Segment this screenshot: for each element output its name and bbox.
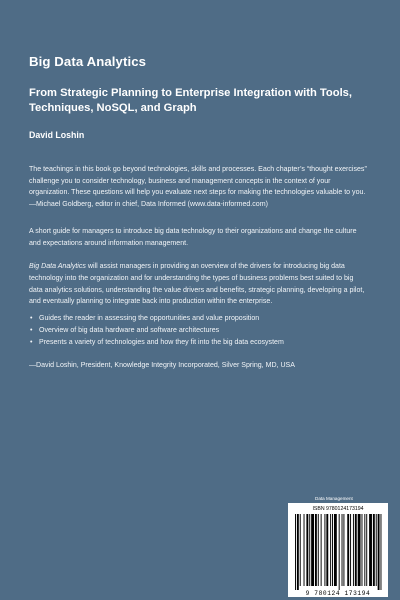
feature-list-item [29, 325, 368, 337]
feature-list-item [29, 337, 368, 349]
summary-paragraph: A short guide for managers to introduce big data technology to their organizations and change the culture and expectations around information management. [29, 227, 357, 247]
feature-text: Presents a variety of technologies and how they fit into the big data ecosystem [39, 339, 284, 347]
endorsement-quote [29, 164, 368, 211]
feature-list-item [29, 313, 368, 325]
category-label: Data Management [315, 496, 353, 501]
barcode-block [288, 496, 388, 597]
bullet-dot-icon: • [30, 339, 33, 347]
barcode-bar [362, 514, 363, 586]
author-credit: —David Loshin, President, Knowledge Integrity Incorporated, Silver Spring, MD, USA [29, 361, 295, 369]
barcode-bar [366, 514, 367, 586]
description-book-title: Big Data Analytics [29, 263, 86, 271]
barcode-bar [381, 514, 382, 590]
barcode-bar [350, 514, 351, 586]
barcode-panel [288, 503, 388, 597]
barcode-bar [300, 514, 301, 586]
barcode-bar [347, 514, 349, 586]
barcode-bar [304, 514, 305, 586]
barcode-bar [334, 514, 337, 586]
barcode-bar [295, 514, 296, 590]
barcode-bar [358, 514, 361, 586]
barcode-bar [332, 514, 333, 586]
barcode-bar [342, 514, 343, 586]
barcode-bar [309, 514, 310, 586]
barcode-bar [311, 514, 314, 586]
book-title: Big Data Analytics [29, 54, 147, 69]
book-subtitle: From Strategic Planning to Enterprise Integration with Tools, Techniques, NoSQL, and Graph [29, 87, 353, 114]
barcode-bar [326, 514, 328, 586]
barcode-bar [373, 514, 375, 586]
barcode-bar [355, 514, 357, 586]
feature-text: Guides the reader in assessing the opportunities and value proposition [39, 315, 260, 323]
barcode-bar [364, 514, 365, 586]
feature-text: Overview of big data hardware and software architectures [39, 327, 220, 335]
bullet-dot-icon: • [30, 327, 33, 335]
barcode-bar [330, 514, 331, 586]
barcode-bar [376, 514, 377, 586]
barcode-bar [343, 514, 344, 586]
author-name: David Loshin [29, 130, 85, 140]
barcode-digits: 9 780124 173194 [305, 590, 371, 597]
barcode-bar [297, 514, 299, 590]
isbn-label: ISBN 9780124173194 [312, 506, 364, 512]
barcode-bar [369, 514, 372, 586]
barcode-bar [378, 514, 380, 590]
barcode-bar [315, 514, 317, 586]
bullet-dot-icon: • [30, 315, 33, 323]
feature-list [29, 313, 368, 350]
barcode-bar [318, 514, 319, 586]
barcode-bars [293, 514, 383, 590]
description-paragraph [29, 261, 368, 308]
endorsement-attribution: —Michael Goldberg, editor in chief, Data Informed (www.data-informed.com) [29, 201, 268, 209]
barcode-bar [324, 514, 325, 586]
description-text: will assist managers in providing an overview of the drivers for introducing big data technology into the organization and for understanding the types of business problems best suited to big data analytics solutions, understanding the value drivers and benefits, strategic planning, developing a pilot, and eventually planning to integrate back into production within the enterprise. [29, 263, 365, 306]
barcode-bar [353, 514, 354, 586]
barcode-bar [339, 514, 340, 590]
barcode-bar [306, 514, 308, 586]
barcode-bar [321, 514, 322, 586]
endorsement-text: The teachings in this book go beyond technologies, skills and processes. Each chapter’s “thought exercises” challenge you to consider technology, business and management concepts in the context of your organization. These questions will help you evaluate next steps for making the technologies valuable to you. [29, 166, 367, 197]
